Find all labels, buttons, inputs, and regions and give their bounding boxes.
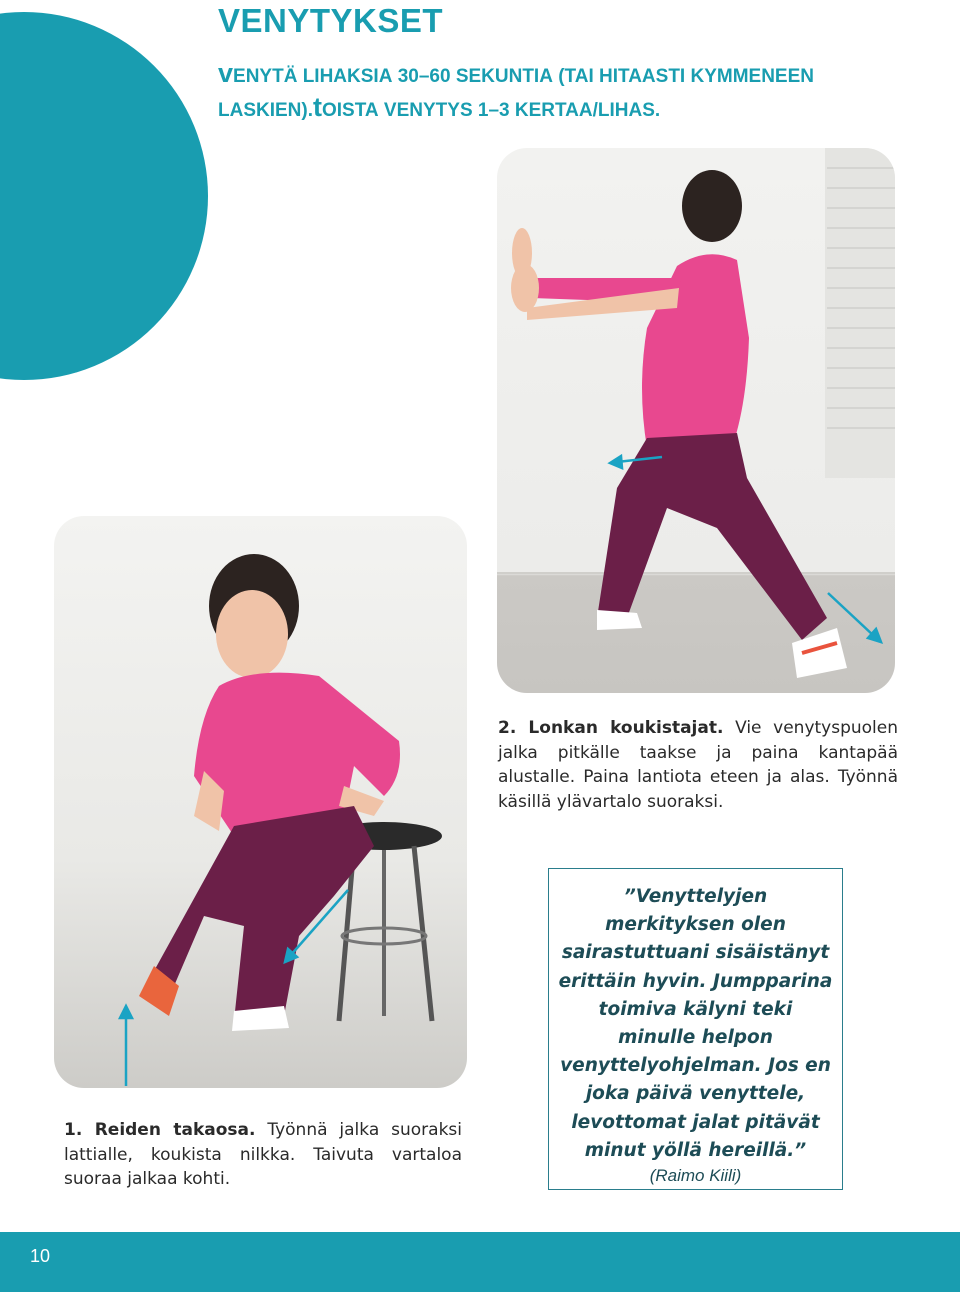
person-seated-stretch — [139, 554, 400, 1031]
person-standing-lunge — [511, 170, 847, 678]
page-title: VENYTYKSET — [218, 2, 444, 39]
photo-hamstring-stretch — [54, 516, 467, 1088]
subtitle-initial-t: t — [313, 92, 322, 122]
exercise-2-caption — [498, 716, 898, 814]
arrow-toe-up — [120, 1006, 132, 1086]
photo-hip-flexor-stretch — [497, 148, 895, 693]
testimonial-quote: ”Venyttelyjen merkityksen olen sairastuttuani sisäistänyt erittäin hyvin. Jumpparina toimiva kälyni teki minulle helpon venyttelyohjelman. Jos en joka päivä venyttele, levottomat jalat pitävät minut yöllä hereillä.” — [558, 886, 833, 1161]
subtitle-part-1: enytä lihaksia 30–60 sekuntia (tai hitaasti kymmeneen laskien). — [218, 58, 814, 122]
testimonial-author: (Raimo Kiili) — [649, 1166, 742, 1186]
subtitle-part-2: oista venytys 1–3 kertaa/lihas. — [322, 92, 661, 122]
exercise-1-description: Työnnä jalka suoraksi lattialle, koukista nilkka. Taivuta vartaloa suoraa jalkaa kohti. — [64, 1120, 462, 1189]
decorative-circle — [0, 12, 208, 380]
subtitle-initial-v: v — [218, 58, 234, 88]
exercise-2-description: Vie venytyspuolen jalka pitkälle taakse ja paina kantapää alustalle. Paina lantiota eteen ja alas. Työnnä käsillä ylävartalo suoraksi. — [498, 718, 899, 812]
page-subtitle — [218, 56, 898, 124]
exercise-1-title: 1. Reiden takaosa. — [64, 1120, 256, 1140]
exercise-2-title: 2. Lonkan koukistajat. — [498, 718, 724, 738]
page-number: 10 — [30, 1246, 51, 1266]
exercise-1-caption — [64, 1118, 462, 1192]
footer-bar — [0, 1232, 960, 1292]
testimonial-box — [548, 868, 843, 1190]
